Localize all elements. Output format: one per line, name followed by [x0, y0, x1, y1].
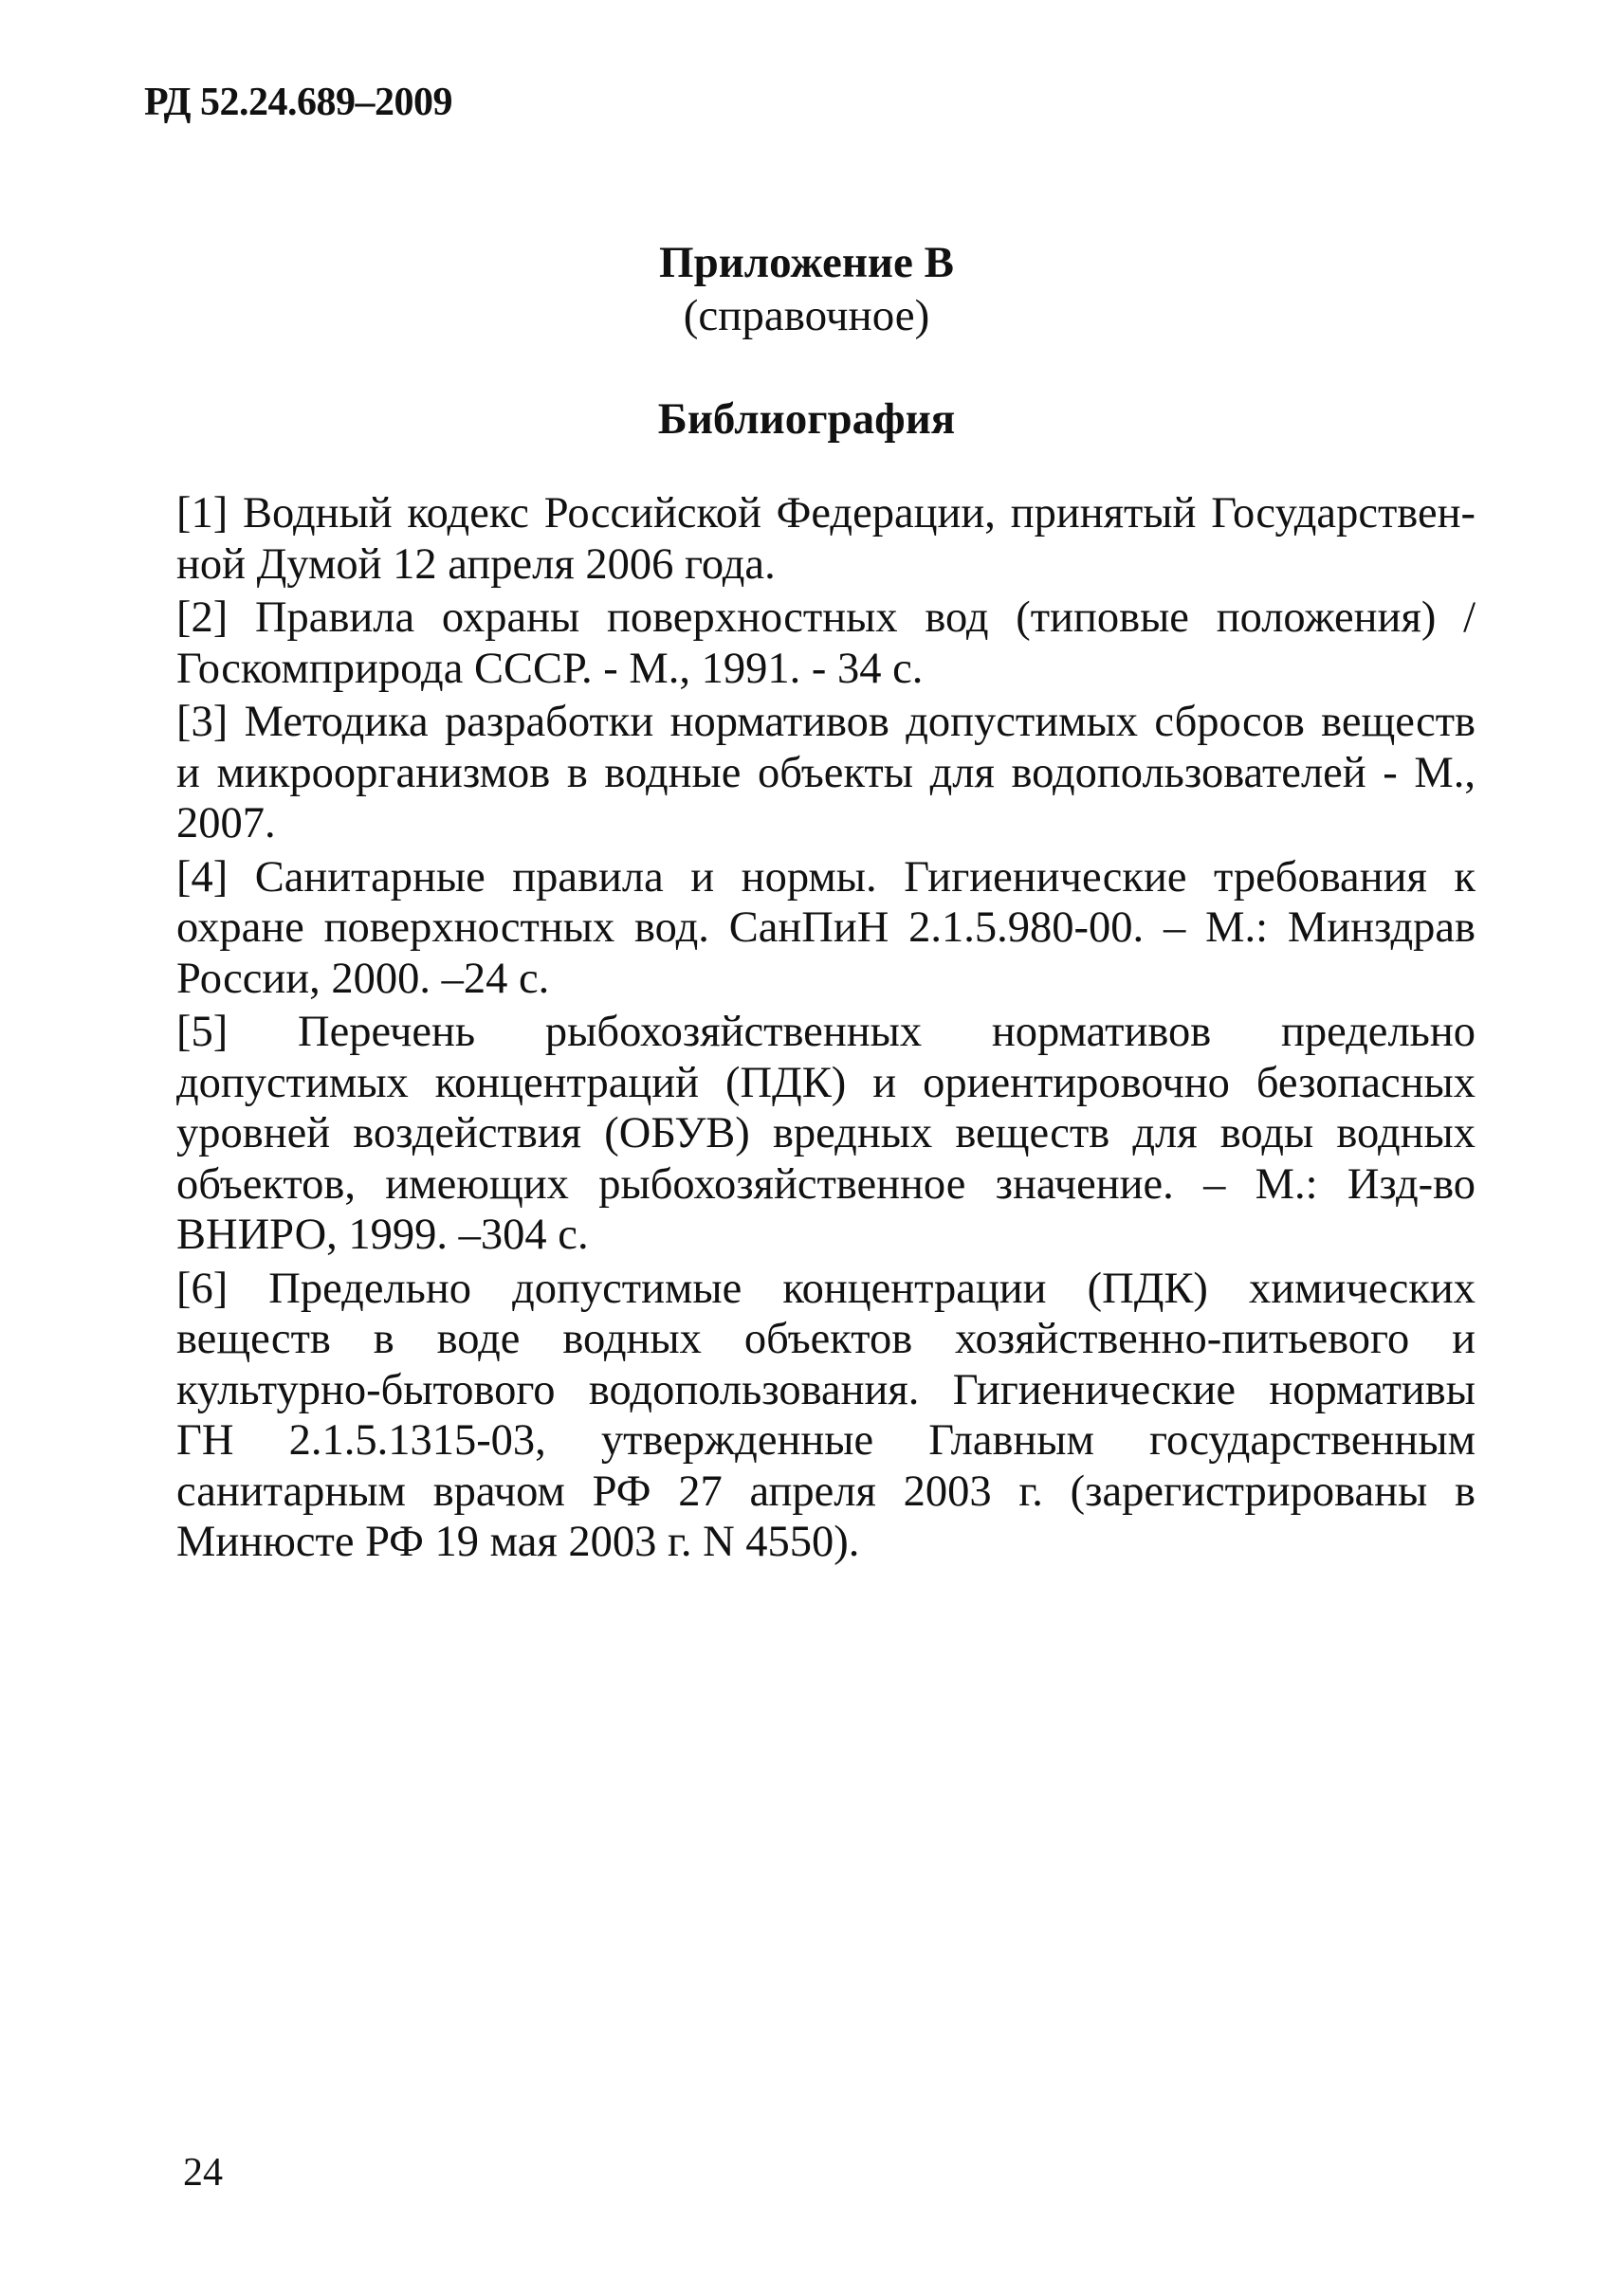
bibliography-title: Библиография — [657, 394, 956, 444]
bibliography-list — [176, 488, 1476, 1571]
bibliography-item-1: [1] Водный кодекс Российской Федерации, принятый Государственной Думой 12 апреля 2006 года. — [176, 489, 1476, 589]
appendix-title: Приложение В — [659, 238, 954, 287]
bibliography-item-3: [3] Методика разработки нормативов допустимых сбросов веществ и микроорганизмов в водные объекты для водопользователей - М., 2007. — [176, 698, 1476, 847]
bibliography-item-5: [5] Перечень рыбохозяйственных нормативов предельно допустимых концентраций (ПДК) и ориентировочно безопасных уровней воздействия (ОБУВ) вредных веществ для воды водных объектов, имеющих рыбохозяйственное значение. – М.: Изд-во ВНИРО, 1999. –304 с. — [176, 1008, 1476, 1259]
bibliography-item-2: [2] Правила охраны поверхностных вод (типовые положения) /Госкомприрода СССР. - М., 1991. - 34 с. — [176, 593, 1476, 693]
appendix-subtitle: (справочное) — [683, 291, 930, 340]
bibliography-item-4: [4] Санитарные правила и нормы. Гигиенические требования к охране поверхностных вод. СанПиН 2.1.5.980-00. – М.: Минздрав России, 2000. –24 с. — [176, 852, 1476, 1003]
bibliography-item-6: [6] Предельно допустимые концентрации (ПДК) химических веществ в воде водных объектов хозяйственно-питьевого и культурно-бытового водопользования. Гигиенические нормативы ГН 2.1.5.1315-03, утвержденные Главным государственным санитарным врачом РФ 27 апреля 2003 г. (зарегистрированы в Минюсте РФ 19 мая 2003 г. N 4550). — [176, 1264, 1476, 1566]
document-code: РД 52.24.689–2009 — [144, 81, 453, 124]
page-number: 24 — [183, 2151, 223, 2195]
